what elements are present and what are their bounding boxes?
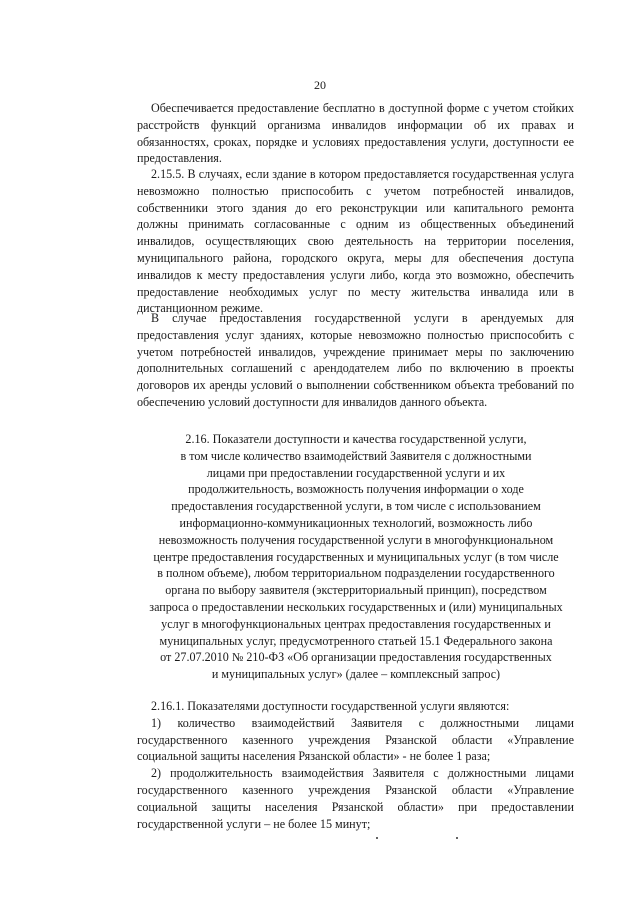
heading-line: услуг в многофункциональных центрах предоставления государственных и — [161, 616, 551, 631]
paragraph-text: 2.15.5. В случаях, если здание в котором предоставляется государственная услуга невозможно полностью приспособить с учетом потребностей инвалидов, собственники этого здания до его реконструкции или капитального ремонта должны принимать согласованные с одним из общественных объединений инвалидов, осуществляющих свою деятельность на территории поселения, муниципального района, городского округа, меры для обеспечения доступа инвалидов к месту предоставления услуги либо, когда это возможно, обеспечить предоставление необходимых услуг по месту жительства инвалида или в дистанционном режиме. — [137, 167, 574, 316]
page-number: 20 — [314, 78, 326, 92]
heading-line: продолжительность, возможность получения информации о ходе — [188, 482, 524, 497]
paragraph-info-provision — [137, 100, 574, 167]
scan-speck — [376, 837, 378, 839]
section-intro: 2.16.1. Показателями доступности государственной услуги являются: — [151, 699, 510, 713]
section-2-16-1 — [137, 698, 574, 832]
paragraph-rented-buildings — [137, 310, 574, 411]
heading-line: в полном объеме), любом территориальном подразделении государственного — [157, 566, 555, 581]
paragraph-text: Обеспечивается предоставление бесплатно в доступной форме с учетом стойких расстройств функций организма инвалидов информации об их правах и обязанностях, сроках, порядке и условиях предоставления услуги, доступности ее предоставления. — [137, 101, 574, 166]
heading-line: органа по выбору заявителя (экстерриториальный принцип), посредством — [165, 583, 547, 598]
heading-line: невозможность получения государственной услуги в многофункциональном — [158, 532, 554, 547]
heading-line: запроса о предоставлении нескольких государственных и (или) муниципальных — [149, 599, 563, 614]
paragraph-2-15-5 — [137, 166, 574, 317]
heading-line: в том числе количество взаимодействий Заявителя с должностными — [180, 448, 532, 463]
heading-line: от 27.07.2010 № 210-ФЗ «Об организации предоставления государственных — [160, 650, 552, 665]
heading-line: и муниципальных услуг» (далее – комплексный запрос) — [211, 667, 501, 682]
paragraph-text: В случае предоставления государственной услуги в арендуемых для предоставления услуг зданиях, которые невозможно полностью приспособить с учетом потребностей инвалидов, учреждение принимает меры по заключению дополнительных соглашений с арендодателем либо по включению в проекты договоров их аренды условий о выполнении собственником объекта требований по обеспечению условий доступности для инвалидов данного объекта. — [137, 311, 574, 409]
heading-line: центре предоставления государственных и муниципальных услуг (в том числе — [153, 549, 559, 564]
heading-line: муниципальных услуг, предусмотренного статьей 15.1 Федерального закона — [159, 633, 553, 648]
list-item: 1) количество взаимодействий Заявителя с должностными лицами государственного казенного учреждения Рязанской области «Управление социальной защиты населения Рязанской области» - не более 1 раза; — [137, 715, 574, 764]
heading-line: информационно-коммуникационных технологий, возможность либо — [179, 515, 533, 530]
heading-line: 2.16. Показатели доступности и качества государственной услуги, — [185, 432, 527, 446]
scan-speck — [456, 837, 458, 839]
list-item: 2) продолжительность взаимодействия Заявителя с должностными лицами государственного казенного учреждения Рязанской области «Управление социальной защиты населения Рязанской области» при предоставлении государственной услуги – не более 15 минут; — [137, 766, 574, 831]
section-heading-2-16 — [130, 431, 582, 683]
heading-line: предоставления государственной услуги, в том числе с использованием — [171, 499, 541, 514]
heading-line: лицами при предоставлении государственной услуги и их — [206, 465, 506, 480]
